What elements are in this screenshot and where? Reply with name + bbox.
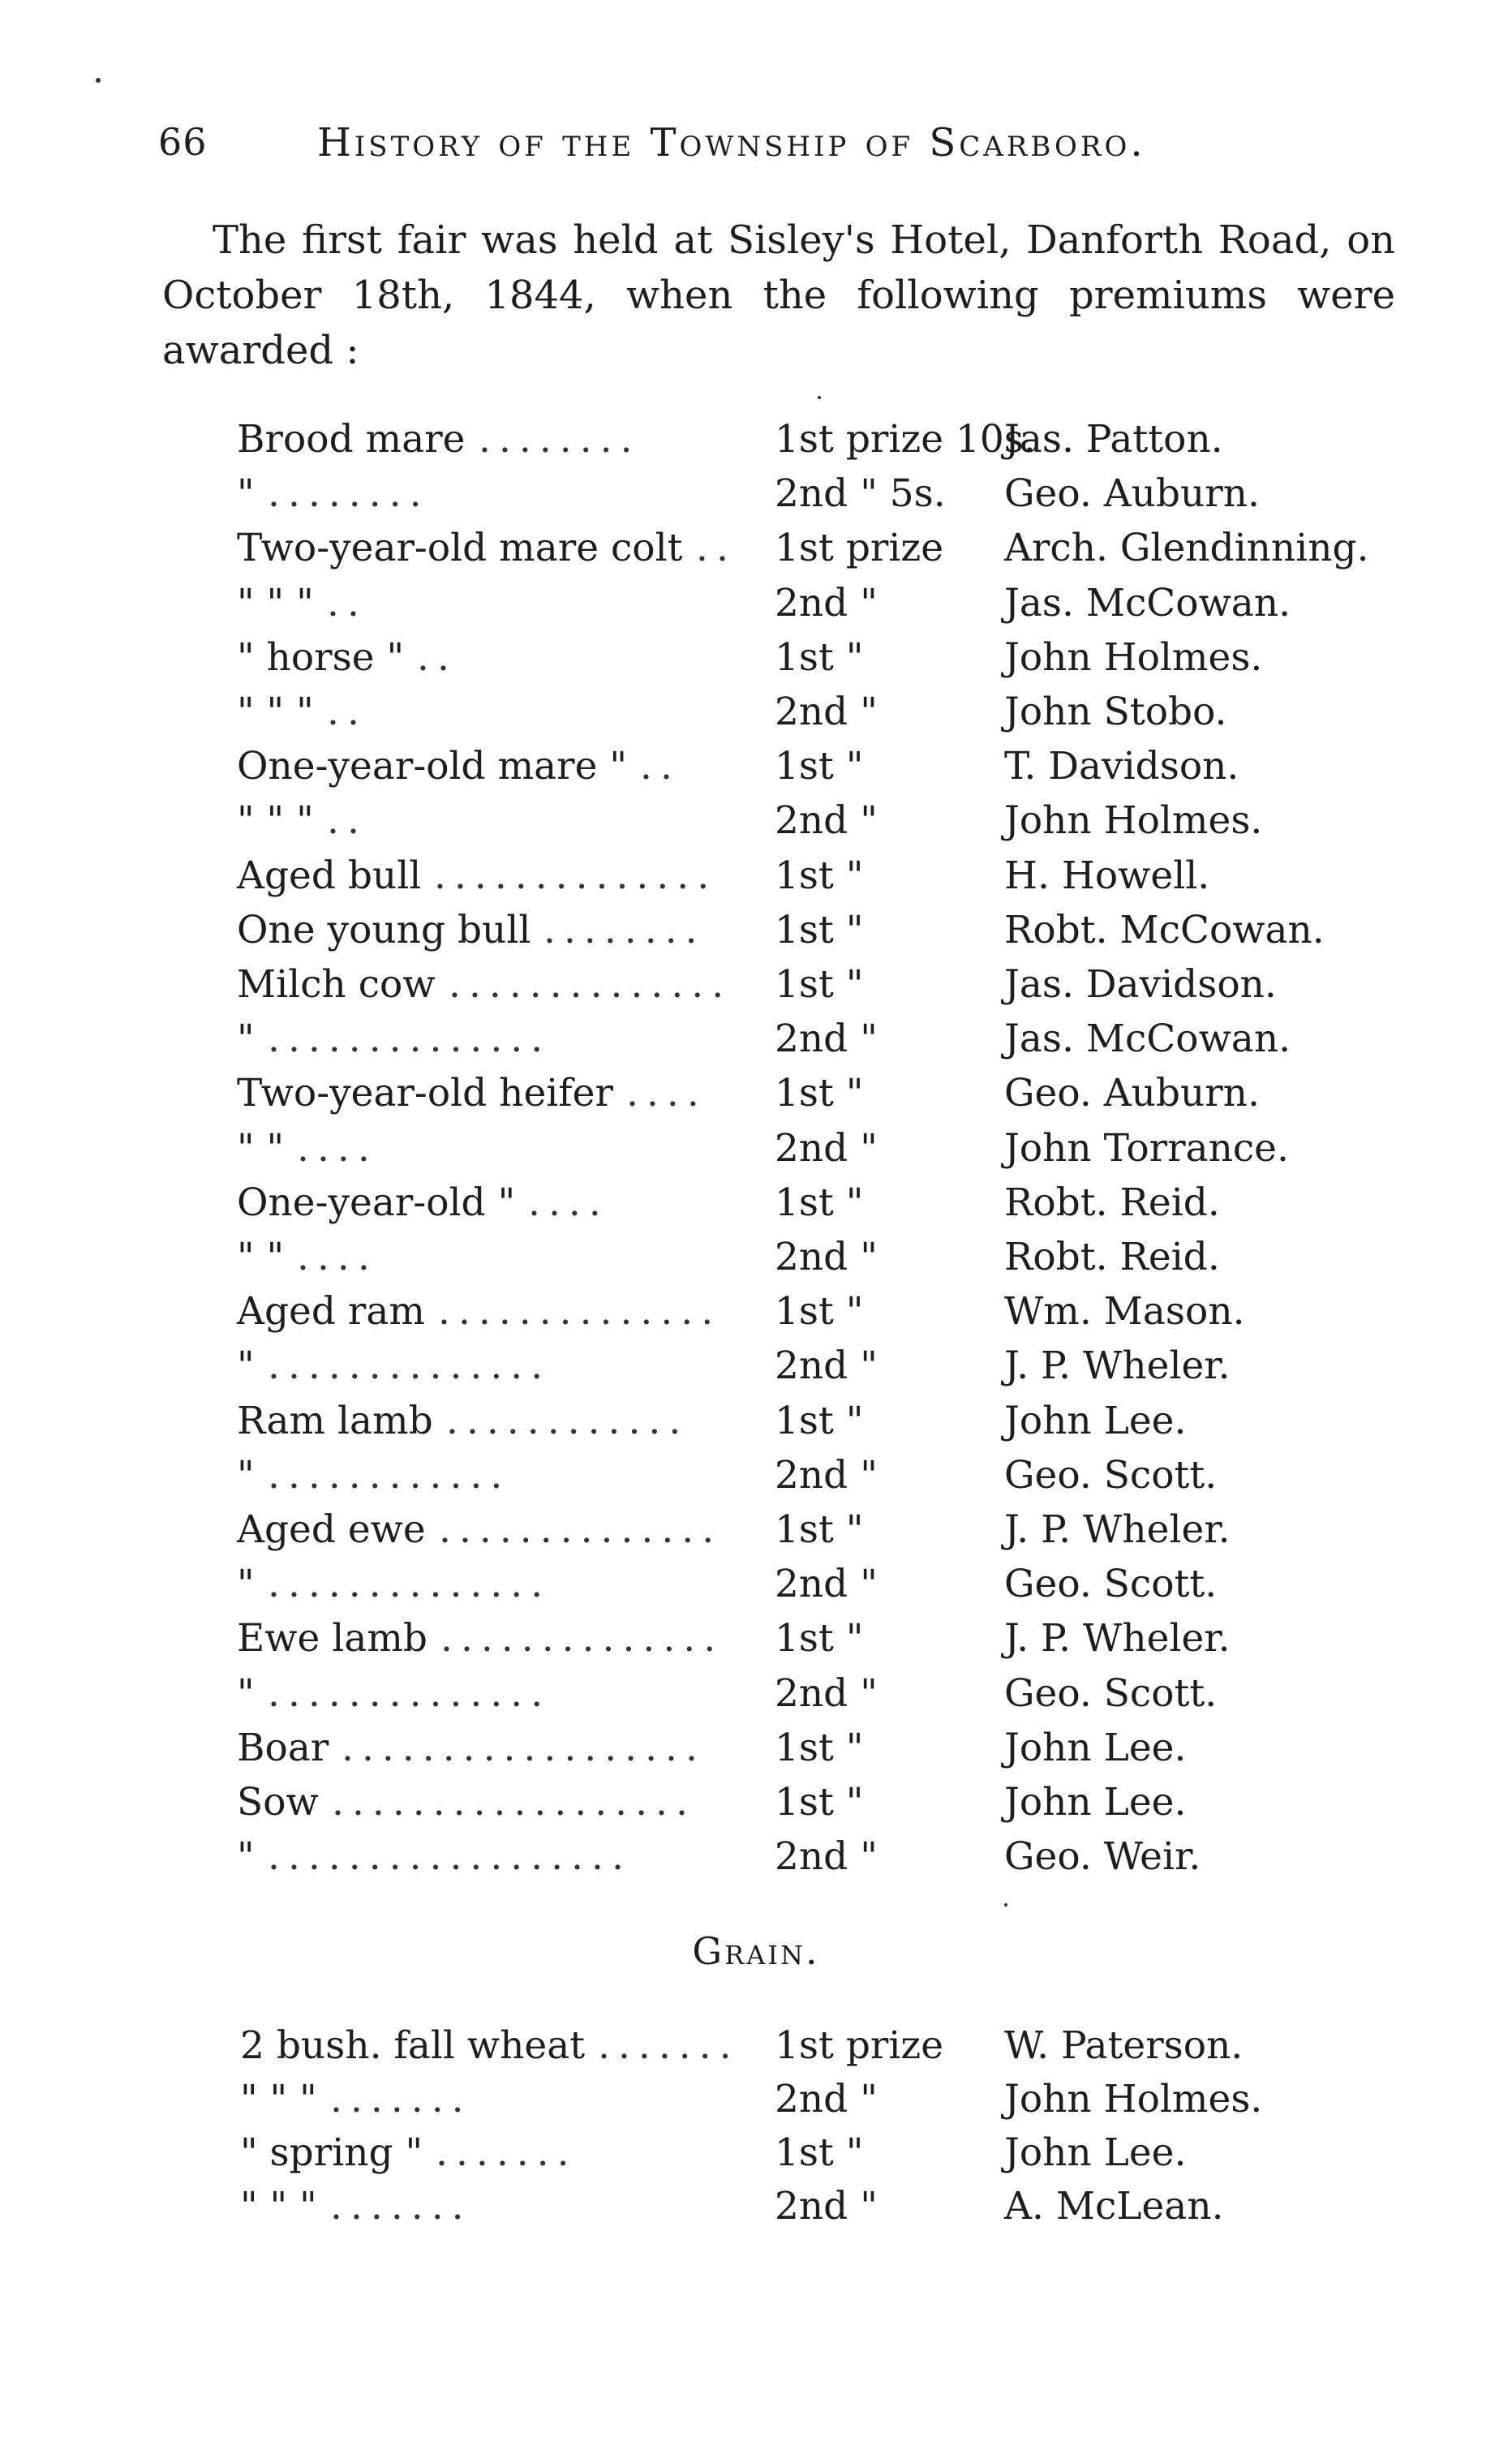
leader-dots: .............. <box>434 853 718 898</box>
premium-winner: J. P. Wheler. <box>1004 1343 1231 1389</box>
premium-place: 2nd " <box>775 690 878 734</box>
print-speck <box>1004 1903 1007 1907</box>
premium-item: " <box>237 1834 255 1880</box>
premium-winner: John Lee. <box>1004 1398 1187 1443</box>
leader-dots: .... <box>297 1235 378 1279</box>
premium-winner: Geo. Scott. <box>1004 1562 1218 1607</box>
premium-winner: Geo. Auburn. <box>1004 1071 1260 1116</box>
premium-item: Two-year-old mare colt <box>237 526 683 571</box>
premium-winner: Geo. Scott. <box>1004 1452 1218 1498</box>
leader-dots: .............. <box>268 1343 552 1389</box>
leader-dots: .............. <box>440 1616 724 1661</box>
premium-row <box>0 1562 1512 1615</box>
premium-place: 2nd " <box>775 798 878 844</box>
premium-row <box>0 526 1512 579</box>
premium-row <box>0 798 1512 852</box>
running-header <box>158 120 1375 177</box>
premium-item: " <box>237 1562 255 1607</box>
premium-item: " " " <box>237 580 314 625</box>
premium-row <box>0 1017 1512 1070</box>
premium-row <box>0 1726 1512 1779</box>
premium-item: " <box>237 1343 255 1389</box>
premium-winner: Wm. Mason. <box>1004 1289 1245 1335</box>
leader-dots: ....... <box>436 2130 578 2175</box>
leader-dots: .. <box>327 798 367 844</box>
leader-dots: .............. <box>449 962 732 1007</box>
premium-place: 2nd " <box>775 2184 878 2229</box>
premium-row <box>0 1289 1512 1343</box>
premium-place: 2nd " <box>775 1834 878 1880</box>
leader-dots: ....... <box>330 2077 472 2121</box>
leader-dots: .... <box>297 1125 378 1171</box>
premium-row <box>0 1834 1512 1888</box>
premium-winner: John Holmes. <box>1004 798 1263 844</box>
premium-place: 1st " <box>775 1507 864 1552</box>
premium-winner: J. P. Wheler. <box>1004 1507 1231 1552</box>
premium-item: " spring " <box>240 2130 423 2175</box>
premium-winner: Jas. McCowan. <box>1004 580 1291 625</box>
premium-item: " " <box>237 1235 285 1279</box>
premium-winner: Geo. Scott. <box>1004 1670 1218 1716</box>
premium-item: " <box>237 1670 255 1716</box>
premium-place: 2nd " <box>775 1017 878 1062</box>
premium-row <box>0 581 1512 634</box>
leader-dots: ........ <box>268 471 430 517</box>
premium-place: 1st prize <box>775 526 944 571</box>
premium-place: 1st " <box>775 1780 864 1825</box>
premium-row <box>0 2077 1512 2130</box>
premium-row <box>0 1126 1512 1180</box>
print-speck <box>818 396 821 399</box>
leader-dots: .. <box>327 580 367 625</box>
leader-dots: .................. <box>332 1780 696 1825</box>
premium-row <box>0 1453 1512 1507</box>
premium-place: 2nd " <box>775 2077 878 2121</box>
leader-dots: .............. <box>268 1017 552 1062</box>
grain-heading: Grain. <box>692 1929 820 1973</box>
premium-item: One young bull <box>237 907 531 952</box>
leader-dots: ............ <box>268 1452 511 1498</box>
leader-dots: .............. <box>439 1507 723 1552</box>
premium-item: Aged bull <box>237 853 422 898</box>
premium-place: 2nd " <box>775 1452 878 1498</box>
leader-dots: .... <box>528 1180 609 1225</box>
premium-place: 1st " <box>775 1180 864 1225</box>
page-number: 66 <box>158 120 208 164</box>
premium-item: Ram lamb <box>237 1398 433 1443</box>
leader-dots: .................. <box>341 1725 706 1770</box>
premium-item: " horse " <box>237 634 405 680</box>
leader-dots: .. <box>327 690 367 734</box>
leader-dots: .............. <box>268 1562 552 1607</box>
premium-item: One-year-old mare " <box>237 744 628 789</box>
premium-row <box>0 471 1512 525</box>
premium-row <box>0 1343 1512 1397</box>
leader-dots: .. <box>640 744 681 789</box>
premium-row <box>0 1616 1512 1670</box>
premium-place: 1st " <box>775 853 864 898</box>
premium-item: Ewe lamb <box>237 1616 427 1661</box>
premium-item: " " <box>237 1125 285 1171</box>
premium-row <box>0 1180 1512 1234</box>
premium-place: 1st " <box>775 1289 864 1335</box>
premium-place: 1st " <box>775 907 864 952</box>
leader-dots: .... <box>626 1071 707 1116</box>
premium-item: Milch cow <box>237 962 436 1007</box>
premium-winner: John Lee. <box>1004 2130 1187 2175</box>
premium-item: " <box>237 471 255 517</box>
premium-winner: John Lee. <box>1004 1780 1187 1825</box>
premium-place: 2nd " 5s. <box>775 471 946 517</box>
premium-item: Brood mare <box>237 417 466 462</box>
premium-winner: A. McLean. <box>1004 2184 1224 2229</box>
premium-place: 1st " <box>775 1616 864 1661</box>
premium-winner: T. Davidson. <box>1004 744 1239 789</box>
premium-place: 1st " <box>775 634 864 680</box>
premium-winner: Jas. McCowan. <box>1004 1017 1291 1062</box>
premium-row <box>0 690 1512 743</box>
leader-dots: .. <box>417 634 457 680</box>
premium-place: 1st " <box>775 744 864 789</box>
premium-place: 1st prize <box>775 2023 944 2068</box>
premium-item: Aged ewe <box>237 1507 426 1552</box>
premium-place: 1st " <box>775 1398 864 1443</box>
premium-winner: Robt. Reid. <box>1004 1180 1220 1225</box>
premium-item: " " " <box>237 798 314 844</box>
premium-item: One-year-old " <box>237 1180 516 1225</box>
premium-winner: Arch. Glendinning. <box>1004 526 1369 571</box>
premium-row <box>0 908 1512 961</box>
intro-text: The first fair was held at Sisley's Hotel, Danforth Road, on October 18th, 1844, when the following premiums were awarded : <box>162 217 1395 373</box>
premium-item: Sow <box>237 1780 319 1825</box>
running-title: History of the Township of Scarboro. <box>317 120 1146 166</box>
premium-place: 1st " <box>775 962 864 1007</box>
leader-dots: ....... <box>330 2184 472 2229</box>
premium-item: Two-year-old heifer <box>237 1071 613 1116</box>
premium-winner: J. P. Wheler. <box>1004 1616 1231 1661</box>
premium-item: Boar <box>237 1725 329 1770</box>
premium-row <box>0 1780 1512 1833</box>
premium-row <box>0 1235 1512 1288</box>
premium-winner: John Torrance. <box>1004 1125 1289 1171</box>
premium-row <box>0 2184 1512 2238</box>
premium-winner: John Holmes. <box>1004 2077 1263 2121</box>
premium-place: 2nd " <box>775 1125 878 1171</box>
premium-place: 2nd " <box>775 1562 878 1607</box>
premium-winner: Geo. Auburn. <box>1004 471 1260 517</box>
premium-winner: John Holmes. <box>1004 634 1263 680</box>
print-speck <box>96 78 101 83</box>
premium-place: 2nd " <box>775 1235 878 1279</box>
premium-place: 2nd " <box>775 1343 878 1389</box>
premium-winner: John Lee. <box>1004 1725 1187 1770</box>
leader-dots: .............. <box>438 1289 722 1335</box>
premium-item: " " " <box>240 2077 317 2121</box>
leader-dots: ........ <box>479 417 641 462</box>
leader-dots: ....... <box>598 2023 740 2068</box>
premium-row <box>0 1399 1512 1452</box>
premium-row <box>0 417 1512 471</box>
leader-dots: .................. <box>268 1834 632 1880</box>
premium-row <box>0 2023 1512 2077</box>
premium-row <box>0 1071 1512 1124</box>
premium-row <box>0 853 1512 907</box>
premium-winner: Jas. Davidson. <box>1004 962 1277 1007</box>
premium-winner: John Stobo. <box>1004 690 1227 734</box>
leader-dots: .. <box>696 526 737 571</box>
premium-place: 2nd " <box>775 1670 878 1716</box>
premium-place: 2nd " <box>775 580 878 625</box>
intro-paragraph <box>162 213 1395 378</box>
premium-winner: Robt. Reid. <box>1004 1235 1220 1279</box>
premium-place: 1st " <box>775 2130 864 2175</box>
premium-row <box>0 1507 1512 1561</box>
premium-place: 1st " <box>775 1725 864 1770</box>
premium-winner: W. Paterson. <box>1004 2023 1244 2068</box>
leader-dots: ............ <box>446 1398 689 1443</box>
premium-winner: Robt. McCowan. <box>1004 907 1325 952</box>
premium-row <box>0 744 1512 797</box>
leader-dots: .............. <box>268 1670 552 1716</box>
premium-row <box>0 2130 1512 2184</box>
premium-winner: H. Howell. <box>1004 853 1210 898</box>
premium-place: 1st " <box>775 1071 864 1116</box>
premium-item: " <box>237 1017 255 1062</box>
premium-row <box>0 962 1512 1016</box>
premium-item: " " " <box>237 690 314 734</box>
premium-row <box>0 1671 1512 1725</box>
premium-place: 1st prize 10s. <box>775 417 1036 462</box>
leader-dots: ........ <box>543 907 706 952</box>
premium-item: 2 bush. fall wheat <box>240 2023 586 2068</box>
premium-item: " <box>237 1452 255 1498</box>
premium-item: " " " <box>240 2184 317 2229</box>
premium-row <box>0 635 1512 689</box>
premium-winner: Geo. Weir. <box>1004 1834 1201 1880</box>
premium-item: Aged ram <box>237 1289 425 1335</box>
premium-winner: Jas. Patton. <box>1004 417 1223 462</box>
